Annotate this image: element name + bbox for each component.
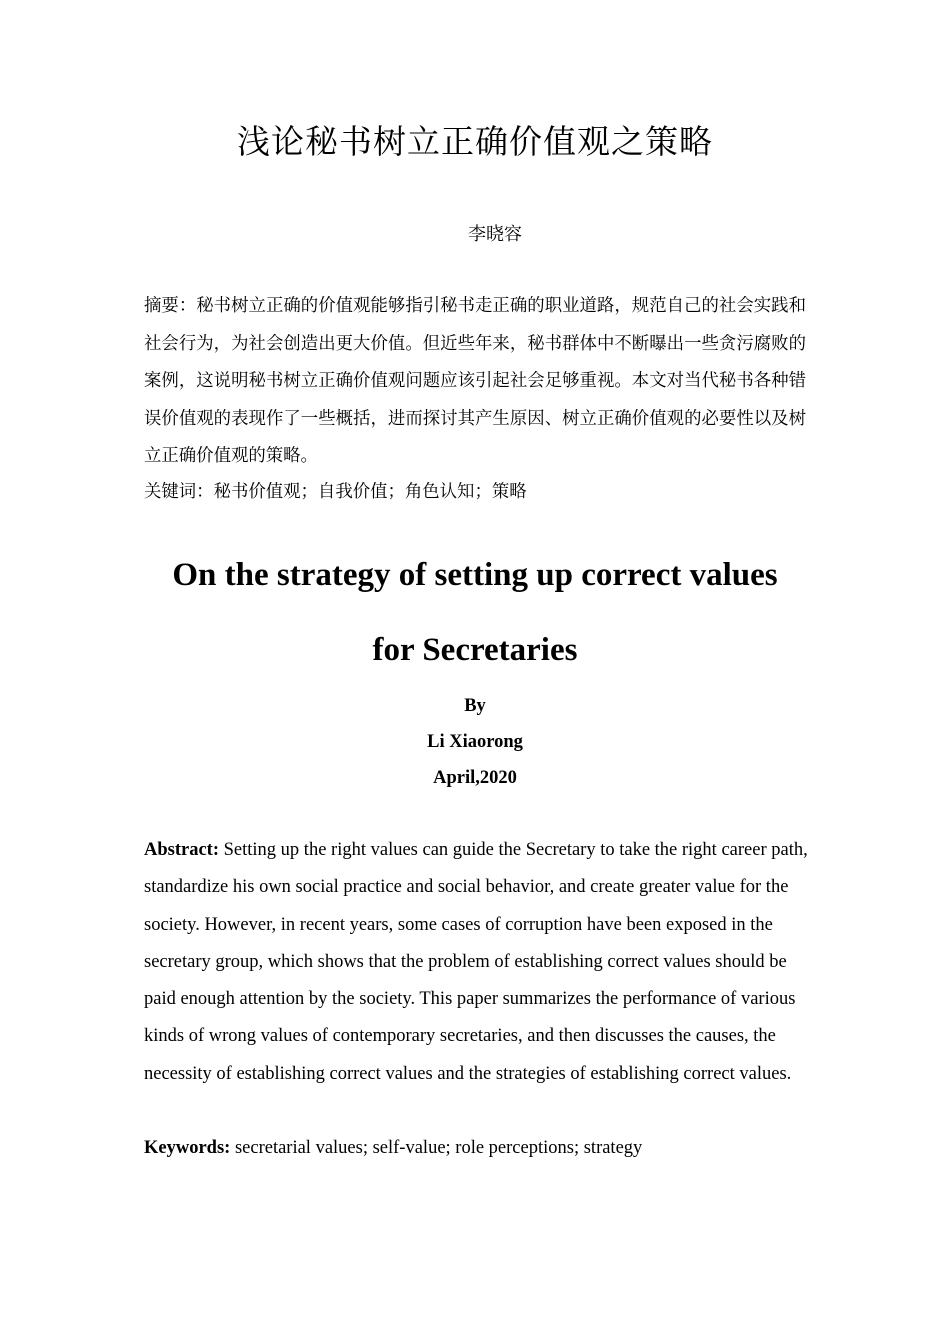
chinese-abstract-label: 摘要： [144,296,197,316]
english-by: By [464,696,486,716]
english-abstract-text: Setting up the right values can guide the Secretary to take the right career path, standardize his own social practice and social behavior, and create greater value for the society. However, in recent years, some cases of corruption have been exposed in the secretary group, which shows that the problem of establishing correct values should be paid enough attention by the society. This paper summarizes the performance of various kinds of wrong values of contemporary secretaries, and then discusses the causes, the necessity of establishing correct values and the strategies of establishing correct values. [144,840,808,1084]
chinese-abstract [144,288,806,476]
chinese-title: 浅论秘书树立正确价值观之策略 [237,122,713,161]
english-author: Li Xiaorong [427,732,523,752]
english-keywords [144,1130,808,1166]
english-date: April,2020 [433,768,517,788]
english-title [0,538,950,688]
english-keywords-text: secretarial values; self-value; role perceptions; strategy [230,1138,643,1158]
english-abstract-label: Abstract: [144,840,220,860]
chinese-keywords-label: 关键词： [144,482,214,502]
chinese-keywords-text: 秘书价值观；自我价值；角色认知；策略 [213,482,527,502]
chinese-author: 李晓容 [468,224,522,245]
english-title-line-2: for Secretaries [372,632,578,668]
chinese-abstract-text: 秘书树立正确的价值观能够指引秘书走正确的职业道路，规范自己的社会实践和社会行为，为社会创造出更大价值。但近些年来，秘书群体中不断曝出一些贪污腐败的案例，这说明秘书树立正确价值观问题应该引起社会足够重视。本文对当代秘书各种错误价值观的表现作了一些概括，进而探讨其产生原因、树立正确价值观的必要性以及树立正确价值观的策略。 [144,296,806,466]
english-byline [0,688,950,796]
english-title-line-1: On the strategy of setting up correct values [172,557,778,593]
english-abstract [144,832,808,1093]
chinese-keywords [144,475,806,509]
english-keywords-label: Keywords: [144,1138,231,1158]
